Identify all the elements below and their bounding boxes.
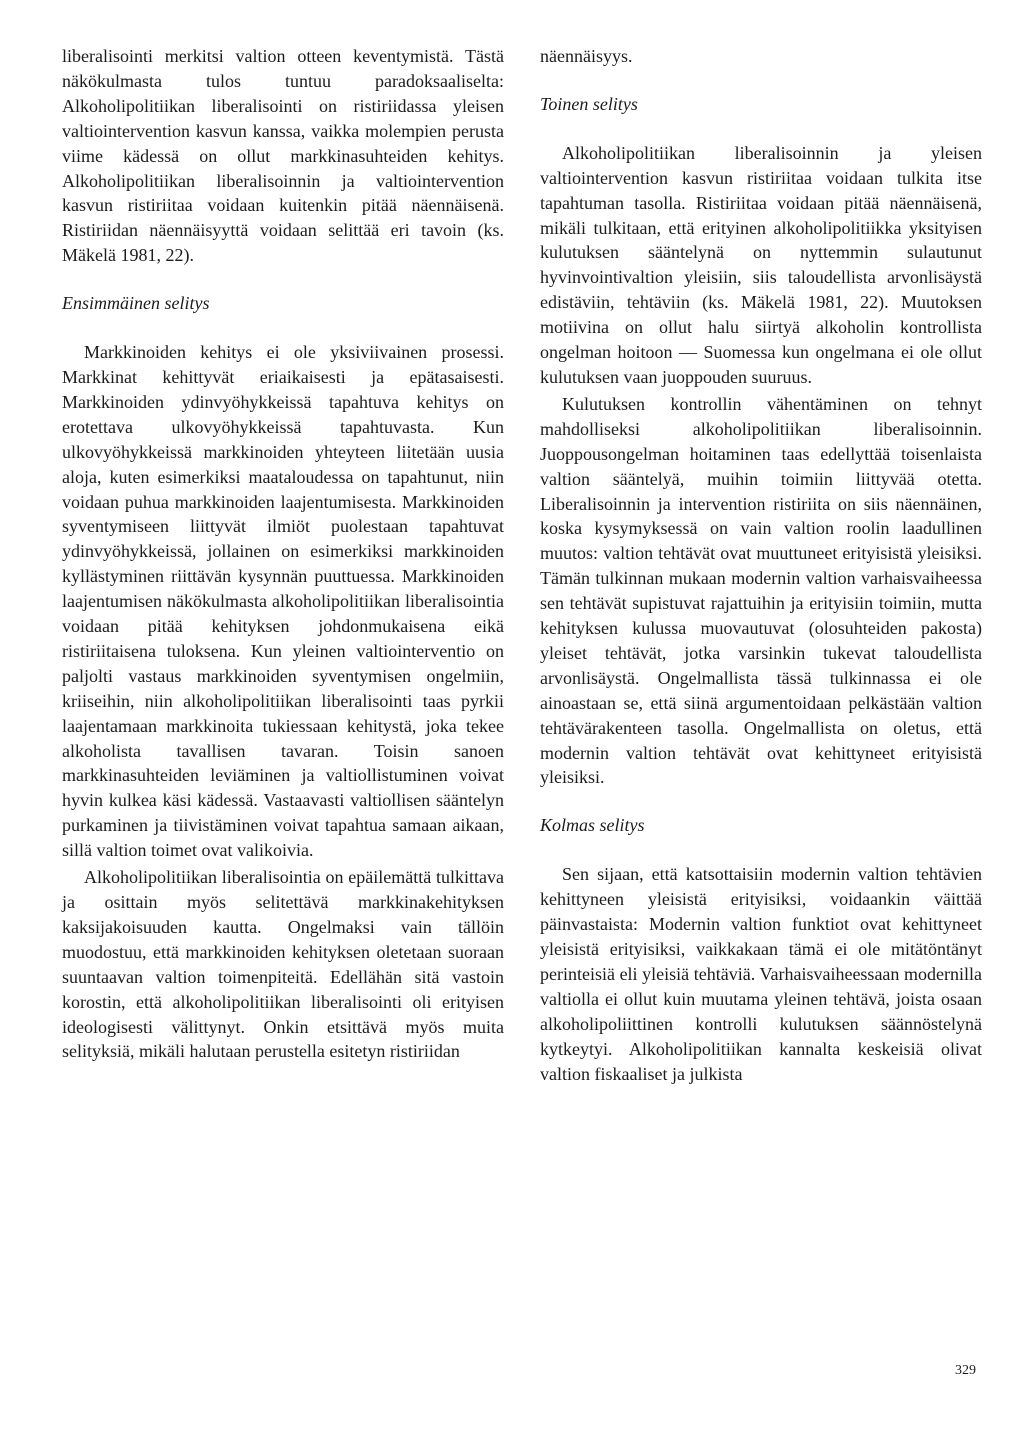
paragraph: Alkoholipolitiikan liberalisoinnin ja yleisen valtiointervention kasvun ristiriitaa voidaan tulkita itse tapahtuman tasolla. Ristiriitaa voidaan pitää näennäisenä, mikäli tulkitaan, että erityinen alkoholipolitiikka yksityisen kulutuksen sääntelynä on nyttemmin sulautunut hyvinvointivaltion yleisiin, siis taloudellista arvonlisäystä edistäviin, tehtäviin (ks. Mäkelä 1981, 22). Muutoksen motiivina on ollut halu siirtyä alkoholin kontrollista ongelman hoitoon — Suomessa kun ongelmana ei ole ollut kulutuksen vaan juoppouden suuruus. [540, 142, 982, 387]
section-heading-first-explanation: Ensimmäinen selitys [62, 293, 210, 314]
paragraph: liberalisointi merkitsi valtion otteen keventymistä. Tästä näkökulmasta tulos tuntuu paradoksaaliselta: Alkoholipolitiikan liberalisointi on ristiriidassa yleisen valtiointervention kasvun kanssa, vaikka molempien perusta viime kädessä on ollut markkinasuhteiden kehitys. Alkoholipolitiikan liberalisoinnin ja valtiointervention kasvun ristiriitaa voidaan kuitenkin pitää näennäisenä. Ristiriidan näennäisyyttä voidaan selittää eri tavoin (ks. Mäkelä 1981, 22). [62, 46, 504, 266]
right-column [540, 44, 982, 1086]
paragraph: Kulutuksen kontrollin vähentäminen on tehnyt mahdolliseksi alkoholipolitiikan liberalisoinnin. Juoppousongelman hoitaminen taas edellyttää toisenlaista valtion sääntelyä, muihin toimiin liittyvää otetta. Liberalisoinnin ja intervention ristiriita on siis näennäinen, koska kysymyksessä on vain valtion roolin laadullinen muutos: valtion tehtävät ovat muuttuneet erityisistä yleisiksi. Tämän tulkinnan mukaan modernin valtion varhaisvaiheessa sen tehtävät supistuvat rajattuihin ja erityisiin toimiin, mutta kehityksen kulussa muovautuvat (olosuhteiden pakosta) yleiset tehtävät, jotka varsinkin tukevat taloudellista arvonlisäystä. Ongelmallista tässä tulkinnassa ei ole ainoastaan se, että siinä argumentoidaan pelkästään valtion tehtävärakenteen tasolla. Ongelmallista on oletus, että modernin valtion tehtävät ovat kehittyneet erityisistä yleisiksi. [540, 393, 982, 788]
paragraph: Sen sijaan, että katsottaisiin modernin valtion tehtävien kehittyneen yleisistä erityisiksi, voidaankin väittää päinvastaista: Modernin valtion funktiot ovat kehittyneet yleisistä erityisiksi, vaikkakaan tämä ei ole mitätöntänyt perinteisiä eli yleisiä tehtäviä. Varhaisvaiheessaan modernilla valtiolla ei ollut kuin muutama yleinen tehtävä, joista osaan alkoholipoliittinen kontrolli kulutuksen säännöstelynä kytkeytyi. Alkoholipolitiikan kannalta keskeisiä olivat valtion fiskaaliset ja julkista [540, 864, 982, 1084]
paragraph: Markkinoiden kehitys ei ole yksiviivainen prosessi. Markkinat kehittyvät eriaikaisesti ja epätasaisesti. Markkinoiden ydinvyöhykkeissä tapahtuva kehitys on erotettava ulkovyöhykkeissä tapahtuvasta. Kun ulkovyöhykkeissä markkinoiden yhteyteen liitetään uusia aloja, kuten esimerkiksi maataloudessa on tapahtunut, niin voidaan puhua markkinoiden laajentumisesta. Markkinoiden syventymiseen liittyvät ilmiöt puolestaan tapahtuvat ydinvyöhykkeissä, jollainen on esimerkiksi markkinoiden kyllästyminen riittävän kysynnän puuttuessa. Markkinoiden laajentumisen näkökulmasta alkoholipolitiikan liberalisointia voidaan pitää kehityksen johdonmukaisena eikä ristiriitaisena tuloksena. Kun yleinen valtiointerventio on paljolti vastaus markkinoiden syventymisen ongelmiin, kriiseihin, niin alkoholipolitiikan liberalisointi taas pyrkii laajentamaan markkinoita tukiessaan kehitystä, joka tekee alkoholista tavallisen tavaran. Toisin sanoen markkinasuhteiden leviäminen ja valtiollistuminen voivat hyvin kulkea käsi kädessä. Vastaavasti valtiollisen sääntelyn purkaminen ja tiivistäminen voivat tapahtua samaan aikaan, sillä valtion toimet ovat valikoivia. [62, 342, 504, 861]
paragraph: Alkoholipolitiikan liberalisointia on epäilemättä tulkittava ja osittain myös selitettävä markkinakehityksen kaksijakoisuuden kautta. Ongelmaksi vain tällöin muodostuu, että markkinoiden kehityksen oletetaan suoraan suuntaavan valtion toimenpiteitä. Edellähän sitä vastoin korostin, että alkoholipolitiikan liberalisointi oli erityisen ideologisesti välittynyt. Onkin etsittävä myös muita selityksiä, mikäli halutaan perustella esitetyn ristiriidan [62, 867, 504, 1062]
section-heading-third-explanation: Kolmas selitys [540, 815, 645, 836]
paragraph: näennäisyys. [540, 46, 633, 66]
page-number: 329 [955, 1363, 976, 1378]
section-heading-second-explanation: Toinen selitys [540, 93, 638, 114]
left-column [62, 44, 504, 1064]
